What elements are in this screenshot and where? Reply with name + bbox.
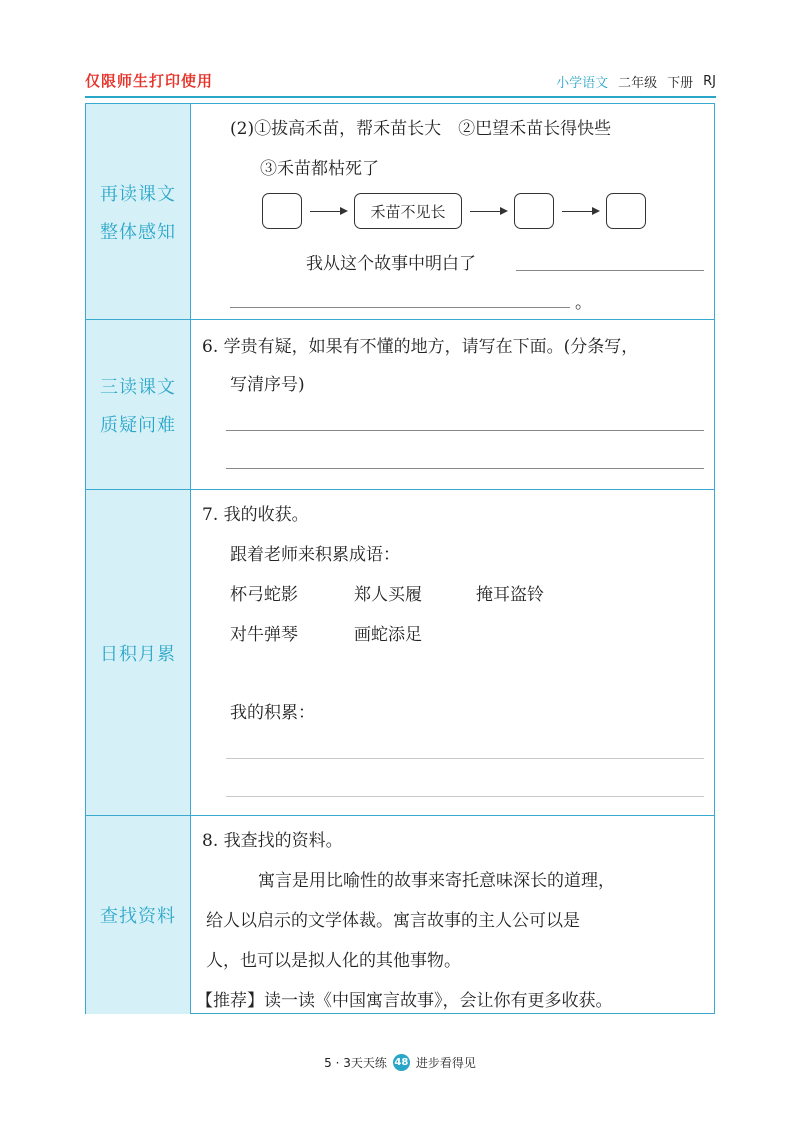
answer-line[interactable] (226, 758, 704, 759)
flow-arrow (310, 211, 346, 212)
paragraph-line: 给人以启示的文学体裁。寓言故事的主人公可以是 (206, 911, 580, 931)
idiom-instruction: 跟着老师来积累成语： (230, 545, 400, 565)
understanding-prompt: 我从这个故事中明白了 (306, 254, 476, 274)
flow-arrow (470, 211, 506, 212)
question-7: 7. 我的收获。 (202, 505, 309, 525)
flow-box-blank-3[interactable] (606, 193, 646, 229)
question-6-line2: 写清序号) (230, 375, 305, 395)
label-line: 质疑问难 (100, 414, 176, 436)
label-line: 查找资料 (100, 906, 176, 927)
header-grade: 二年级 (618, 76, 658, 91)
worksheet-table (85, 103, 715, 1014)
flow-box-filled: 禾苗不见长 (354, 193, 462, 229)
header-print-notice: 仅限师生打印使用 (85, 72, 214, 90)
footer-brand: 5 · 3天天练 (324, 1056, 387, 1070)
answer-line[interactable] (226, 468, 704, 469)
answer-period: 。 (575, 293, 592, 313)
label-line: 整体感知 (100, 221, 176, 243)
question-8: 8. 我查找的资料。 (202, 831, 343, 851)
header-volume: 下册 (667, 76, 694, 91)
flow-box-blank-2[interactable] (514, 193, 554, 229)
answer-line[interactable] (226, 796, 704, 797)
section-accumulate (86, 490, 714, 816)
recommendation: 【推荐】读一读《中国寓言故事》，会让你有更多收获。 (196, 991, 613, 1011)
answer-line[interactable] (516, 270, 704, 271)
section-label-research (86, 816, 191, 1014)
paragraph-line: 寓言是用比喻性的故事来寄托意味深长的道理， (258, 871, 615, 891)
header-subject: 小学语文 (556, 76, 609, 91)
answer-line[interactable] (230, 307, 570, 308)
my-accumulation-label: 我的积累： (230, 703, 315, 723)
footer (0, 1054, 800, 1071)
idiom: 郑人买履 (354, 585, 422, 605)
section-content-reread (192, 104, 714, 319)
header-info (556, 72, 716, 91)
section-research (86, 816, 714, 1014)
answer-options-line: (2)①拔高禾苗，帮禾苗长大 ②巴望禾苗长得快些 (230, 119, 612, 139)
label-line: 再读课文 (100, 183, 176, 205)
idiom: 杯弓蛇影 (230, 585, 298, 605)
flow-arrow (562, 211, 598, 212)
section-question (86, 320, 714, 490)
label-line: 三读课文 (100, 376, 176, 398)
idiom: 画蛇添足 (354, 625, 422, 645)
section-label-accumulate (86, 490, 191, 815)
flow-box-blank-1[interactable] (262, 193, 302, 229)
page-number: 48 (393, 1054, 410, 1071)
footer-slogan: 进步看得见 (415, 1056, 476, 1070)
idiom: 对牛弹琴 (230, 625, 298, 645)
answer-option-3: ③禾苗都枯死了 (260, 159, 379, 179)
answer-line[interactable] (226, 430, 704, 431)
label-line: 日积月累 (100, 643, 176, 665)
paragraph-line: 人，也可以是拟人化的其他事物。 (206, 951, 461, 971)
question-6-line1: 6. 学贵有疑，如果有不懂的地方，请写在下面。(分条写， (202, 337, 639, 357)
section-content-accumulate (192, 490, 714, 815)
section-content-question (192, 320, 714, 489)
section-label-question (86, 320, 191, 489)
header-edition: RJ (703, 74, 716, 89)
section-reread (86, 104, 714, 320)
header-rule (85, 96, 716, 98)
section-content-research (192, 816, 714, 1014)
section-label-reread (86, 104, 191, 319)
idiom: 掩耳盗铃 (476, 585, 544, 605)
